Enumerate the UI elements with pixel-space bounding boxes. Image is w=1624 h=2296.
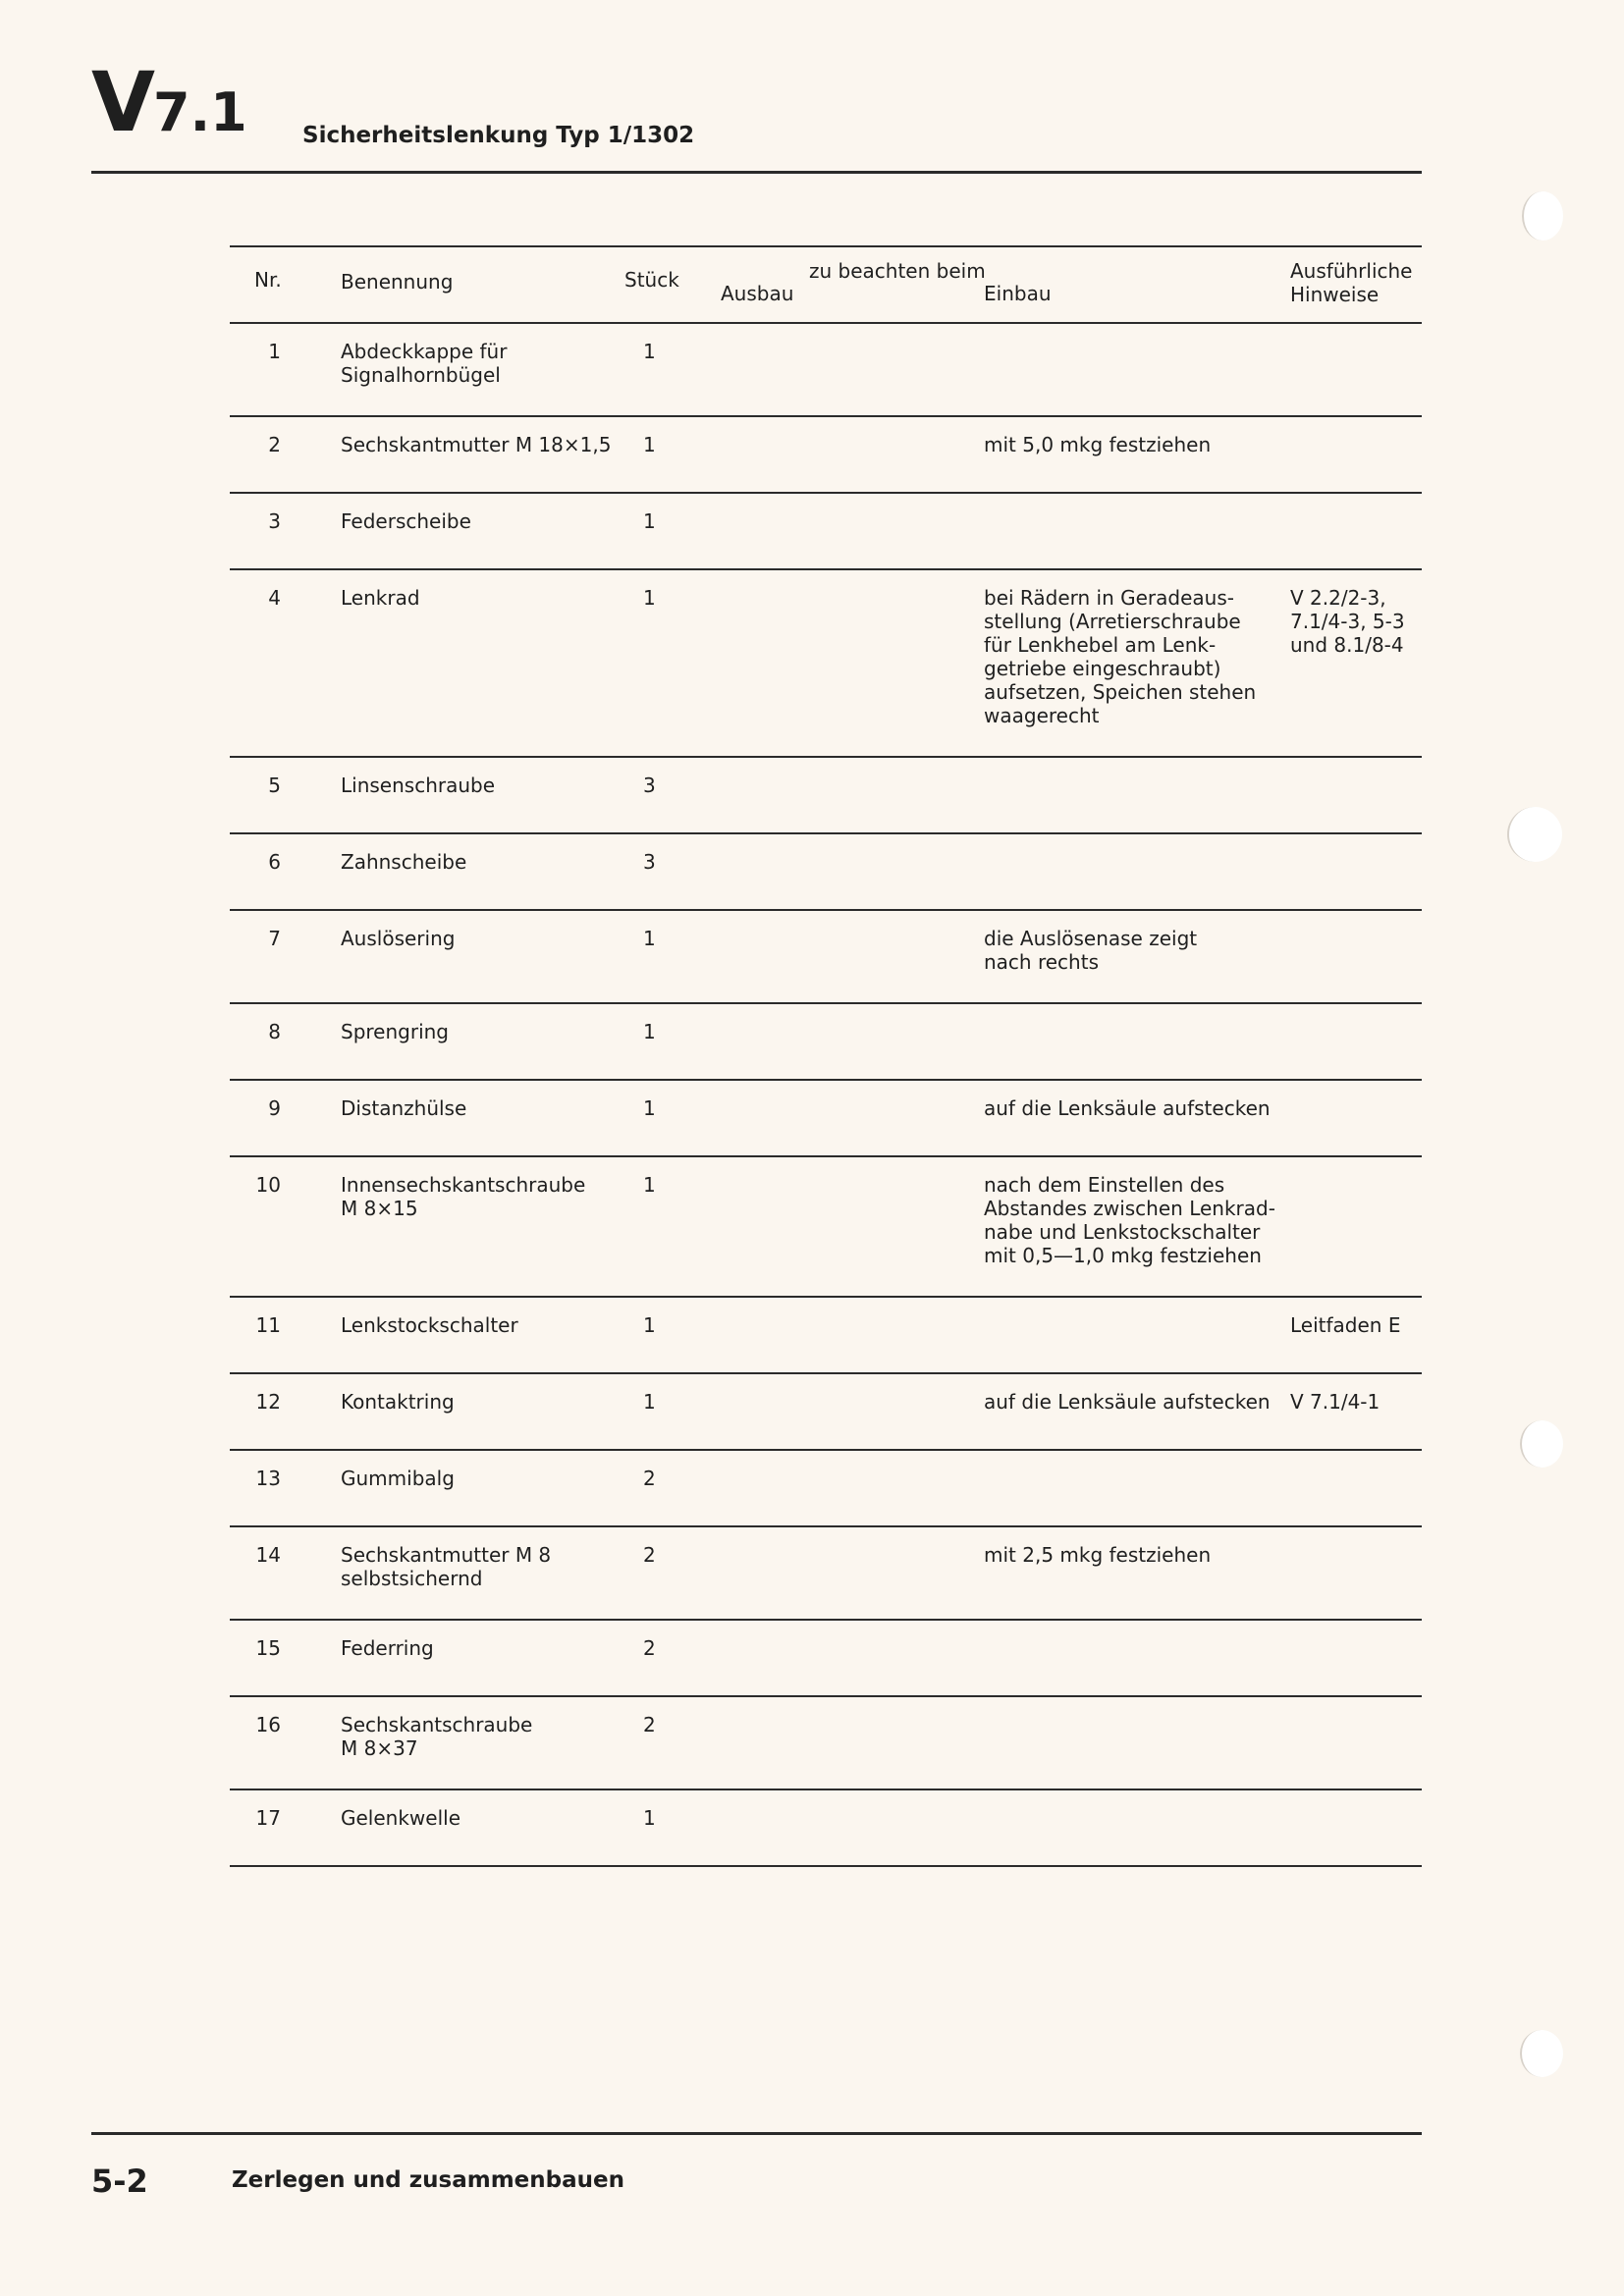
cell-nr: 11 xyxy=(255,1313,281,1337)
cell-name: Federring xyxy=(341,1636,434,1660)
cell-name: Sprengring xyxy=(341,1020,449,1043)
cell-name: Innensechskantschraube xyxy=(341,1173,586,1197)
cell-name: selbstsichernd xyxy=(341,1567,483,1590)
cell-nr: 17 xyxy=(255,1806,281,1830)
row-rule xyxy=(230,756,1422,758)
col-header-qty: Stück xyxy=(624,268,679,292)
cell-einbau: nach dem Einstellen des xyxy=(984,1173,1225,1197)
cell-name: Kontaktring xyxy=(341,1390,455,1414)
cell-qty: 2 xyxy=(643,1543,656,1567)
cell-qty: 1 xyxy=(643,927,656,950)
cell-einbau: auf die Lenksäule aufstecken xyxy=(984,1096,1271,1120)
row-rule xyxy=(230,1865,1422,1867)
cell-name: Lenkrad xyxy=(341,586,420,610)
row-rule xyxy=(230,1296,1422,1298)
row-rule xyxy=(230,1372,1422,1374)
cell-name: Linsenschraube xyxy=(341,774,496,797)
cell-nr: 5 xyxy=(268,774,281,797)
cell-name: Auslösering xyxy=(341,927,456,950)
section-number: 7.1 xyxy=(153,81,247,143)
cell-qty: 1 xyxy=(643,340,656,363)
cell-qty: 2 xyxy=(643,1467,656,1490)
cell-nr: 15 xyxy=(255,1636,281,1660)
row-rule xyxy=(230,415,1422,417)
row-rule xyxy=(230,492,1422,494)
cell-einbau: stellung (Arretierschraube xyxy=(984,610,1241,633)
cell-name: M 8×15 xyxy=(341,1197,418,1220)
cell-nr: 7 xyxy=(268,927,281,950)
cell-nr: 8 xyxy=(268,1020,281,1043)
binder-hole xyxy=(1507,807,1562,862)
cell-einbau: bei Rädern in Geradeaus- xyxy=(984,586,1234,610)
cell-nr: 6 xyxy=(268,850,281,874)
cell-qty: 1 xyxy=(643,1313,656,1337)
binder-hole xyxy=(1522,191,1563,240)
cell-name: Sechskantschraube xyxy=(341,1713,533,1736)
cell-nr: 3 xyxy=(268,509,281,533)
header-rule xyxy=(91,171,1422,174)
cell-name: Gummibalg xyxy=(341,1467,455,1490)
cell-name: Distanzhülse xyxy=(341,1096,467,1120)
cell-hinweise: Leitfaden E xyxy=(1290,1313,1401,1337)
cell-nr: 9 xyxy=(268,1096,281,1120)
cell-name: Gelenkwelle xyxy=(341,1806,461,1830)
cell-name: Abdeckkappe für xyxy=(341,340,508,363)
table-top-rule xyxy=(230,245,1422,247)
cell-hinweise: 7.1/4-3, 5-3 xyxy=(1290,610,1405,633)
footer-title: Zerlegen und zusammenbauen xyxy=(232,2167,624,2193)
col-header-einbau: Einbau xyxy=(984,282,1052,305)
cell-nr: 2 xyxy=(268,433,281,456)
row-rule xyxy=(230,1525,1422,1527)
cell-qty: 1 xyxy=(643,509,656,533)
cell-nr: 4 xyxy=(268,586,281,610)
row-rule xyxy=(230,1449,1422,1451)
cell-nr: 10 xyxy=(255,1173,281,1197)
cell-einbau: mit 5,0 mkg festziehen xyxy=(984,433,1212,456)
cell-name: Signalhornbügel xyxy=(341,363,501,387)
binder-hole xyxy=(1520,2030,1563,2077)
row-rule xyxy=(230,568,1422,570)
cell-qty: 3 xyxy=(643,774,656,797)
row-rule xyxy=(230,832,1422,834)
cell-name: Sechskantmutter M 18×1,5 xyxy=(341,433,612,456)
cell-qty: 1 xyxy=(643,433,656,456)
cell-hinweise: V 7.1/4-1 xyxy=(1290,1390,1380,1414)
cell-nr: 13 xyxy=(255,1467,281,1490)
cell-einbau: für Lenkhebel am Lenk- xyxy=(984,633,1217,657)
cell-einbau: nabe und Lenkstockschalter xyxy=(984,1220,1261,1244)
cell-name: Zahnscheibe xyxy=(341,850,467,874)
cell-hinweise: V 2.2/2-3, xyxy=(1290,586,1386,610)
cell-einbau: mit 2,5 mkg festziehen xyxy=(984,1543,1212,1567)
cell-name: Sechskantmutter M 8 xyxy=(341,1543,552,1567)
cell-name: M 8×37 xyxy=(341,1736,418,1760)
row-rule xyxy=(230,1789,1422,1790)
section-code xyxy=(91,54,247,150)
section-letter: V xyxy=(91,54,154,150)
binder-hole xyxy=(1520,1420,1563,1468)
cell-name: Lenkstockschalter xyxy=(341,1313,518,1337)
cell-qty: 2 xyxy=(643,1636,656,1660)
cell-qty: 3 xyxy=(643,850,656,874)
cell-nr: 16 xyxy=(255,1713,281,1736)
cell-qty: 1 xyxy=(643,1806,656,1830)
page-number: 5-2 xyxy=(91,2163,148,2200)
row-rule xyxy=(230,909,1422,911)
cell-nr: 1 xyxy=(268,340,281,363)
col-header-group: zu beachten beim xyxy=(809,259,986,283)
row-rule xyxy=(230,1079,1422,1081)
cell-einbau: aufsetzen, Speichen stehen xyxy=(984,680,1257,704)
cell-einbau: waagerecht xyxy=(984,704,1100,727)
cell-einbau: mit 0,5—1,0 mkg festziehen xyxy=(984,1244,1262,1267)
row-rule xyxy=(230,1695,1422,1697)
row-rule xyxy=(230,1002,1422,1004)
cell-einbau: nach rechts xyxy=(984,950,1099,974)
cell-qty: 2 xyxy=(643,1713,656,1736)
col-header-hinweise-1: Ausführliche xyxy=(1290,259,1413,283)
col-header-name: Benennung xyxy=(341,270,454,294)
cell-hinweise: und 8.1/8-4 xyxy=(1290,633,1404,657)
cell-qty: 1 xyxy=(643,1390,656,1414)
page-title: Sicherheitslenkung Typ 1/1302 xyxy=(302,123,695,148)
cell-einbau: die Auslösenase zeigt xyxy=(984,927,1198,950)
cell-qty: 1 xyxy=(643,1173,656,1197)
cell-qty: 1 xyxy=(643,1020,656,1043)
cell-einbau: Abstandes zwischen Lenkrad- xyxy=(984,1197,1275,1220)
cell-einbau: auf die Lenksäule aufstecken xyxy=(984,1390,1271,1414)
cell-qty: 1 xyxy=(643,586,656,610)
row-rule xyxy=(230,1619,1422,1621)
table-header-rule xyxy=(230,322,1422,324)
footer-rule xyxy=(91,2132,1422,2135)
row-rule xyxy=(230,1155,1422,1157)
col-header-ausbau: Ausbau xyxy=(721,282,794,305)
cell-einbau: getriebe eingeschraubt) xyxy=(984,657,1221,680)
cell-name: Federscheibe xyxy=(341,509,471,533)
cell-qty: 1 xyxy=(643,1096,656,1120)
cell-nr: 12 xyxy=(255,1390,281,1414)
col-header-hinweise-2: Hinweise xyxy=(1290,283,1380,306)
col-header-nr: Nr. xyxy=(254,268,282,292)
cell-nr: 14 xyxy=(255,1543,281,1567)
